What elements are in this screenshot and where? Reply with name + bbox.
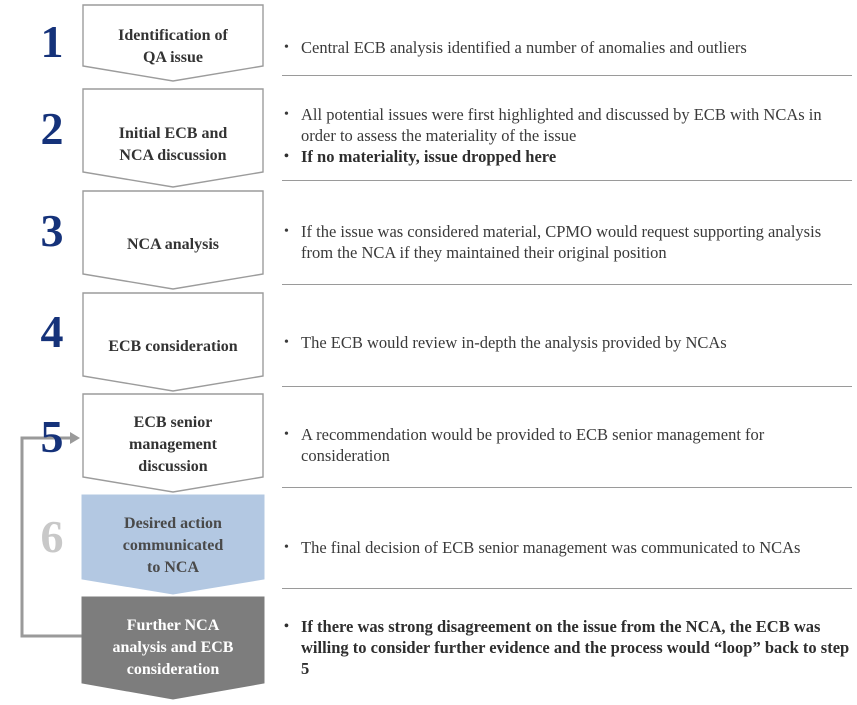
step-box-further [82,597,264,700]
step-box-6 [82,495,264,595]
step-description-6 [282,537,852,558]
step-description-further [282,616,852,679]
bullet-item: • Central ECB analysis identified a number of anomalies and outliers [282,37,852,58]
bullet-item: • The final decision of ECB senior management was communicated to NCAs [282,537,852,558]
bullet-item: • The ECB would review in-depth the analysis provided by NCAs [282,332,852,353]
step-number-1: 1 [40,16,64,67]
step-box-4 [82,292,264,392]
bullet-item: • If no materiality, issue dropped here [282,146,852,167]
step-description-5 [282,424,852,466]
step-box-3 [82,190,264,290]
divider [282,180,852,181]
bullet-item: • If there was strong disagreement on the issue from the NCA, the ECB was willing to consider further evidence and the process would “loop” back to step 5 [282,616,852,679]
step-box-label-2: Initial ECB and NCA discussion [118,124,228,164]
step-box-5 [82,393,264,493]
step-description-4 [282,332,852,353]
step-number-2: 2 [40,103,64,154]
divider [282,75,852,76]
step-box-2 [82,88,264,188]
step-box-label-5: ECB senior management discussion [129,413,217,475]
bullet-item: • All potential issues were first highlighted and discussed by ECB with NCAs in order to assess the materiality of the issue [282,104,852,146]
divider [282,487,852,488]
step-box-1 [82,4,264,82]
step-box-label-3: NCA analysis [126,235,220,253]
step-number-4: 4 [40,306,64,357]
divider [282,284,852,285]
step-description-2 [282,104,852,167]
bullet-item: • A recommendation would be provided to ECB senior management for consideration [282,424,852,466]
divider [282,386,852,387]
step-box-label-4: ECB consideration [108,337,238,355]
step-box-label-further: Further NCA analysis and ECB consideration [112,616,234,678]
step-box-label-1: Identification of QA issue [118,26,228,66]
step-description-3 [282,221,852,263]
step-number-3: 3 [40,205,64,256]
divider [282,588,852,589]
step-box-label-6: Desired action communicated to NCA [122,514,224,576]
step-number-5: 5 [40,411,64,462]
step-number-6: 6 [40,511,64,562]
step-description-1 [282,37,852,58]
bullet-item: • If the issue was considered material, CPMO would request supporting analysis from the NCA if they maintained their original position [282,221,852,263]
